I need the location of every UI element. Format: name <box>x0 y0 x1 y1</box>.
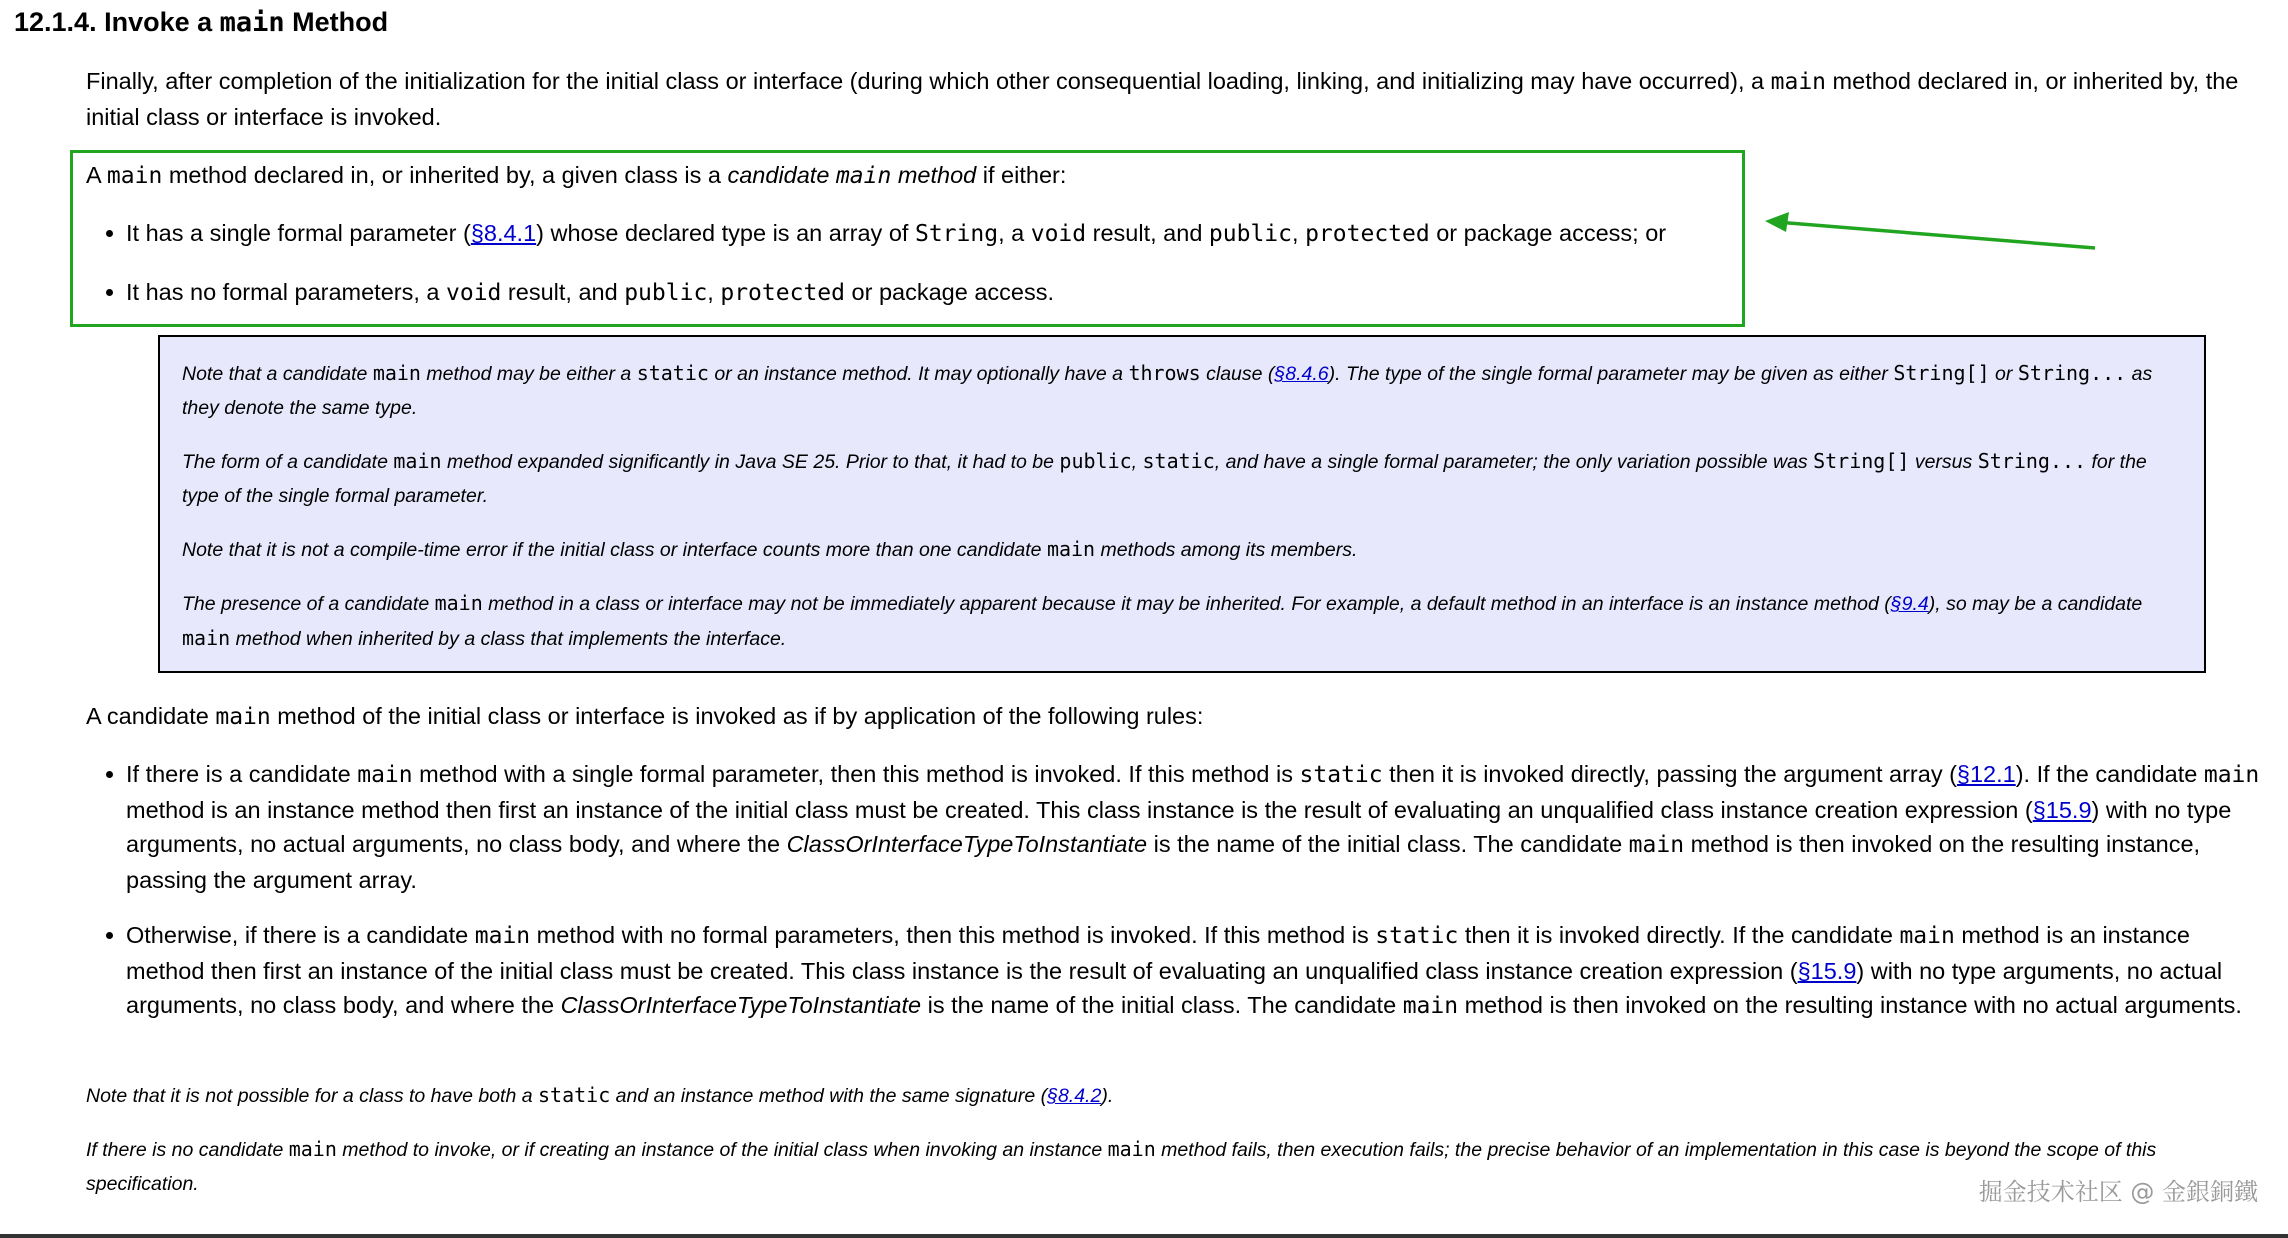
link-8-4-6[interactable]: §8.4.6 <box>1274 363 1329 385</box>
rules-intro: A candidate main method of the initial class or interface is invoked as if by application of the following rules: <box>86 703 1204 730</box>
link-8-4-2[interactable]: §8.4.2 <box>1047 1085 1102 1107</box>
bullet-icon <box>106 771 113 778</box>
heading-code: main <box>219 7 285 38</box>
bullet-icon <box>106 289 113 296</box>
note-2: The form of a candidate main method expanded significantly in Java SE 25. Prior to that, it had to be public, static, and have a single formal parameter; the only variation possible was String[] versus String... for the type of the single formal parameter. <box>182 449 2147 507</box>
bottom-divider <box>0 1234 2288 1238</box>
note-box <box>158 335 2206 673</box>
bullet-icon <box>106 230 113 237</box>
rule-2: Otherwise, if there is a candidate main method with no formal parameters, then this method is invoked. If this method is static then it is invoked directly. If the candidate main method is an instance method then first an instance of the initial class must be created. This class instance is the result of evaluating an unqualified class instance creation expression (§15.9) with no type arguments, no actual arguments, no class body, and where the ClassOrInterfaceTypeToInstantiate is the name of the initial class. The candidate main method is then invoked on the resulting instance with no actual arguments. <box>126 918 2266 1024</box>
link-8-4-1[interactable]: §8.4.1 <box>470 220 537 246</box>
note-3: Note that it is not a compile-time error if the initial class or interface counts more than one candidate main methods among its members. <box>182 537 1358 561</box>
note-1: Note that a candidate main method may be either a static or an instance method. It may optionally have a throws clause (§8.4.6). The type of the single formal parameter may be given as either String[] or String... as they denote the same type. <box>182 361 2153 419</box>
intro-paragraph: Finally, after completion of the initialization for the initial class or interface (during which other consequential loading, linking, and initializing may have occurred), a main method declared in, or inherited by, the initial class or interface is invoked. <box>86 68 2239 130</box>
section-heading: 12.1.4. Invoke a main Method <box>14 7 389 38</box>
link-9-4[interactable]: §9.4 <box>1890 593 1929 615</box>
link-15-9[interactable]: §15.9 <box>1797 957 1857 984</box>
candidate-item-1: It has a single formal parameter (§8.4.1) whose declared type is an array of String, a void result, and public, protected or package access; or <box>126 216 2266 252</box>
footnote-1: Note that it is not possible for a class to have both a static and an instance method with the same signature (§8.4.2). <box>86 1083 1114 1107</box>
footnote-2: If there is no candidate main method to invoke, or if creating an instance of the initial class when invoking an instance main method fails, then execution fails; the precise behavior of an implementation in this case is beyond the scope of this specification. <box>86 1137 2157 1195</box>
rule-1: If there is a candidate main method with a single formal parameter, then this method is invoked. If this method is static then it is invoked directly, passing the argument array (§12.1). If the candidate main method is an instance method then first an instance of the initial class must be created. This class instance is the result of evaluating an unqualified class instance creation expression (§15.9) with no type arguments, no actual arguments, no class body, and where the ClassOrInterfaceTypeToInstantiate is the name of the initial class. The candidate main method is then invoked on the resulting instance, passing the argument array. <box>126 757 2266 897</box>
candidate-definition: A main method declared in, or inherited by, a given class is a candidate main method if either: <box>86 162 1067 189</box>
candidate-item-2: It has no formal parameters, a void result, and public, protected or package access. <box>126 275 2266 311</box>
link-12-1[interactable]: §12.1 <box>1956 761 2016 787</box>
note-4: The presence of a candidate main method in a class or interface may not be immediately apparent because it may be inherited. For example, a default method in an interface is an instance method (§9.4), so may be a candidate main method when inherited by a class that implements the interface. <box>182 591 2143 650</box>
bullet-icon <box>106 932 113 939</box>
watermark: 掘金技术社区 @ 金銀銅鐵 <box>1978 1178 2258 1206</box>
link-15-9[interactable]: §15.9 <box>2032 796 2092 823</box>
